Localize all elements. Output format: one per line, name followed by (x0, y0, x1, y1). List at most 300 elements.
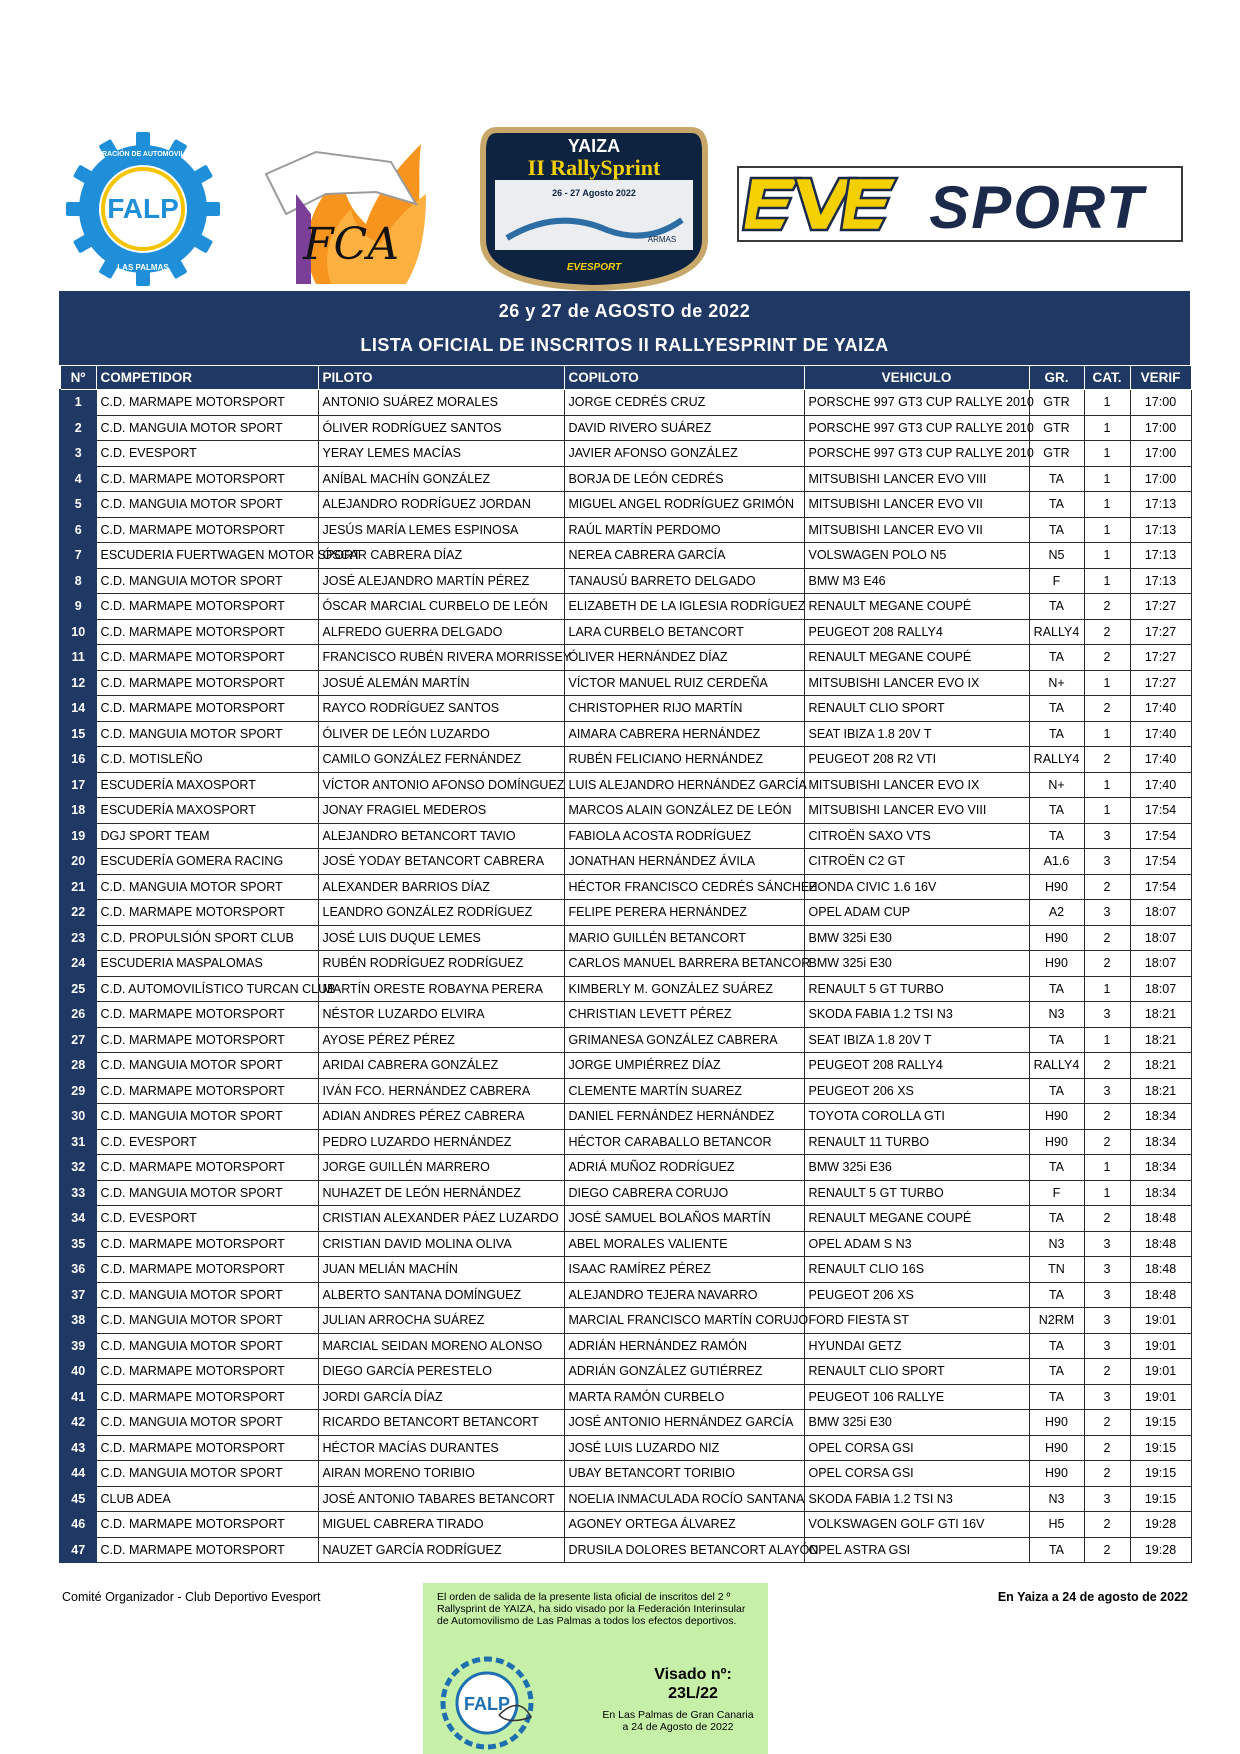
vehicle: BMW 325i E30 (804, 951, 1029, 977)
competitor: C.D. MANGUIA MOTOR SPORT (96, 1461, 318, 1487)
category: 3 (1084, 1333, 1130, 1359)
group: TA (1029, 1027, 1084, 1053)
table-row (60, 1231, 1191, 1257)
group: N2RM (1029, 1308, 1084, 1334)
co-driver: JOSÉ LUIS LUZARDO NIZ (564, 1435, 804, 1461)
entry-number: 2 (60, 415, 96, 441)
entry-number: 24 (60, 951, 96, 977)
group: N5 (1029, 543, 1084, 569)
driver: IVÁN FCO. HERNÁNDEZ CABRERA (318, 1078, 564, 1104)
verification-time: 18:48 (1130, 1257, 1191, 1283)
svg-text:FALP: FALP (463, 1694, 511, 1714)
category: 1 (1084, 721, 1130, 747)
table-row (60, 874, 1191, 900)
col-cat: CAT. (1084, 366, 1130, 390)
category: 2 (1084, 1461, 1130, 1487)
entry-number: 3 (60, 441, 96, 467)
co-driver: ÓLIVER HERNÁNDEZ DÍAZ (564, 645, 804, 671)
group: TA (1029, 1333, 1084, 1359)
category: 2 (1084, 1435, 1130, 1461)
verification-time: 19:01 (1130, 1359, 1191, 1385)
visa-date: a 24 de Agosto de 2022 (622, 1721, 734, 1733)
vehicle: RENAULT 5 GT TURBO (804, 1180, 1029, 1206)
driver: NÉSTOR LUZARDO ELVIRA (318, 1002, 564, 1028)
table-row (60, 1104, 1191, 1130)
category: 2 (1084, 925, 1130, 951)
table-row (60, 1129, 1191, 1155)
driver: CRISTIAN ALEXANDER PÁEZ LUZARDO (318, 1206, 564, 1232)
co-driver: RAÚL MARTÍN PERDOMO (564, 517, 804, 543)
col-competidor: COMPETIDOR (96, 366, 318, 390)
entry-number: 14 (60, 696, 96, 722)
category: 3 (1084, 823, 1130, 849)
verification-time: 19:01 (1130, 1308, 1191, 1334)
svg-text:FALP: FALP (107, 193, 179, 224)
entry-number: 37 (60, 1282, 96, 1308)
table-row (60, 1410, 1191, 1436)
table-row (60, 772, 1191, 798)
group: TA (1029, 517, 1084, 543)
group: TA (1029, 721, 1084, 747)
category: 3 (1084, 900, 1130, 926)
group: N+ (1029, 670, 1084, 696)
vehicle: PEUGEOT 206 XS (804, 1078, 1029, 1104)
verification-time: 18:07 (1130, 976, 1191, 1002)
entry-number: 17 (60, 772, 96, 798)
group: N3 (1029, 1486, 1084, 1512)
category: 1 (1084, 670, 1130, 696)
competitor: DGJ SPORT TEAM (96, 823, 318, 849)
col-gr: GR. (1029, 366, 1084, 390)
entry-number: 22 (60, 900, 96, 926)
co-driver: DRUSILA DOLORES BETANCORT ALAYÓN (564, 1537, 804, 1563)
entry-number: 5 (60, 492, 96, 518)
entry-number: 30 (60, 1104, 96, 1130)
entry-number: 23 (60, 925, 96, 951)
vehicle: CITROËN C2 GT (804, 849, 1029, 875)
co-driver: MARCOS ALAIN GONZÁLEZ DE LEÓN (564, 798, 804, 824)
group: TA (1029, 594, 1084, 620)
vehicle: RENAULT MEGANE COUPÉ (804, 1206, 1029, 1232)
verification-time: 18:21 (1130, 1078, 1191, 1104)
group: TA (1029, 1206, 1084, 1232)
verification-time: 19:15 (1130, 1410, 1191, 1436)
category: 1 (1084, 441, 1130, 467)
group: N3 (1029, 1231, 1084, 1257)
group: TA (1029, 823, 1084, 849)
category: 1 (1084, 976, 1130, 1002)
vehicle: RENAULT MEGANE COUPÉ (804, 645, 1029, 671)
place-date: En Yaiza a 24 de agosto de 2022 (997, 1590, 1188, 1604)
verification-time: 18:07 (1130, 900, 1191, 926)
verification-time: 17:13 (1130, 568, 1191, 594)
vehicle: PORSCHE 997 GT3 CUP RALLYE 2010 (804, 441, 1029, 467)
driver: MARCIAL SEIDAN MORENO ALONSO (318, 1333, 564, 1359)
competitor: C.D. MANGUIA MOTOR SPORT (96, 1333, 318, 1359)
verification-time: 17:40 (1130, 696, 1191, 722)
co-driver: ABEL MORALES VALIENTE (564, 1231, 804, 1257)
group: TA (1029, 696, 1084, 722)
driver: JONAY FRAGIEL MEDEROS (318, 798, 564, 824)
group: GTR (1029, 390, 1084, 416)
competitor: C.D. MARMAPE MOTORSPORT (96, 1384, 318, 1410)
competitor: ESCUDERÍA MAXOSPORT (96, 798, 318, 824)
table-body (60, 390, 1191, 1563)
co-driver: ADRIÁN GONZÁLEZ GUTIÉRREZ (564, 1359, 804, 1385)
competitor: C.D. MANGUIA MOTOR SPORT (96, 1053, 318, 1079)
verification-time: 18:34 (1130, 1180, 1191, 1206)
co-driver: VÍCTOR MANUEL RUIZ CERDEÑA (564, 670, 804, 696)
entry-number: 43 (60, 1435, 96, 1461)
category: 2 (1084, 594, 1130, 620)
entry-number: 7 (60, 543, 96, 569)
col-no: Nº (60, 366, 96, 390)
group: H5 (1029, 1512, 1084, 1538)
verification-time: 18:07 (1130, 951, 1191, 977)
vehicle: BMW 325i E30 (804, 1410, 1029, 1436)
verification-time: 17:27 (1130, 619, 1191, 645)
co-driver: JORGE UMPIÉRREZ DÍAZ (564, 1053, 804, 1079)
verification-time: 17:54 (1130, 874, 1191, 900)
table-row (60, 1206, 1191, 1232)
visa-text: El orden de salida de la presente lista oficial de inscritos del 2 º Rallysprint de YAIZA, ha sido visado por la Federación Interinsular de Automovilismo de Las Palmas a todos los efectos deportivos. (437, 1591, 746, 1627)
competitor: C.D. MARMAPE MOTORSPORT (96, 619, 318, 645)
verification-time: 18:07 (1130, 925, 1191, 951)
group: A1.6 (1029, 849, 1084, 875)
competitor: C.D. EVESPORT (96, 1206, 318, 1232)
falp-seal (439, 1655, 535, 1751)
vehicle: RENAULT MEGANE COUPÉ (804, 594, 1029, 620)
driver: JUAN MELIÁN MACHÍN (318, 1257, 564, 1283)
driver: YERAY LEMES MACÍAS (318, 441, 564, 467)
entry-number: 42 (60, 1410, 96, 1436)
entry-number: 39 (60, 1333, 96, 1359)
co-driver: KIMBERLY M. GONZÁLEZ SUÁREZ (564, 976, 804, 1002)
driver: VÍCTOR ANTONIO AFONSO DOMÍNGUEZ (318, 772, 564, 798)
competitor: C.D. MARMAPE MOTORSPORT (96, 466, 318, 492)
co-driver: JONATHAN HERNÁNDEZ ÁVILA (564, 849, 804, 875)
group: RALLY4 (1029, 619, 1084, 645)
category: 2 (1084, 874, 1130, 900)
driver: JULIAN ARROCHA SUÁREZ (318, 1308, 564, 1334)
driver: AIRAN MORENO TORIBIO (318, 1461, 564, 1487)
driver: FRANCISCO RUBÉN RIVERA MORRISSEY (318, 645, 564, 671)
co-driver: FABIOLA ACOSTA RODRÍGUEZ (564, 823, 804, 849)
vehicle: PEUGEOT 208 RALLY4 (804, 1053, 1029, 1079)
vehicle: HYUNDAI GETZ (804, 1333, 1029, 1359)
competitor: C.D. MANGUIA MOTOR SPORT (96, 415, 318, 441)
category: 3 (1084, 1486, 1130, 1512)
verification-time: 17:00 (1130, 390, 1191, 416)
table-row (60, 849, 1191, 875)
verification-time: 17:40 (1130, 772, 1191, 798)
category: 2 (1084, 619, 1130, 645)
category: 2 (1084, 1053, 1130, 1079)
co-driver: ADRIÁN HERNÁNDEZ RAMÓN (564, 1333, 804, 1359)
col-copiloto: COPILOTO (564, 366, 804, 390)
competitor: C.D. MARMAPE MOTORSPORT (96, 1155, 318, 1181)
entry-number: 27 (60, 1027, 96, 1053)
group: TA (1029, 492, 1084, 518)
vehicle: BMW M3 E46 (804, 568, 1029, 594)
svg-text:YAIZA: YAIZA (567, 136, 621, 156)
vehicle: HONDA CIVIC 1.6 16V (804, 874, 1029, 900)
vehicle: RENAULT CLIO SPORT (804, 696, 1029, 722)
entry-number: 35 (60, 1231, 96, 1257)
driver: JORGE GUILLÉN MARRERO (318, 1155, 564, 1181)
competitor: C.D. MANGUIA MOTOR SPORT (96, 1410, 318, 1436)
co-driver: RUBÉN FELICIANO HERNÁNDEZ (564, 747, 804, 773)
vehicle: OPEL CORSA GSI (804, 1461, 1029, 1487)
verification-time: 18:34 (1130, 1104, 1191, 1130)
group: TA (1029, 1155, 1084, 1181)
co-driver: LUIS ALEJANDRO HERNÁNDEZ GARCÍA (564, 772, 804, 798)
entry-number: 21 (60, 874, 96, 900)
driver: ADIAN ANDRES PÉREZ CABRERA (318, 1104, 564, 1130)
group: F (1029, 568, 1084, 594)
vehicle: PEUGEOT 106 RALLYE (804, 1384, 1029, 1410)
driver: MARTÍN ORESTE ROBAYNA PERERA (318, 976, 564, 1002)
driver: JOSUÉ ALEMÁN MARTÍN (318, 670, 564, 696)
driver: ALEXANDER BARRIOS DÍAZ (318, 874, 564, 900)
entry-number: 47 (60, 1537, 96, 1563)
visa-place-block (593, 1709, 763, 1733)
driver: ÓSCAR CABRERA DÍAZ (318, 543, 564, 569)
competitor: C.D. MARMAPE MOTORSPORT (96, 900, 318, 926)
driver: NUHAZET DE LEÓN HERNÁNDEZ (318, 1180, 564, 1206)
table-row (60, 466, 1191, 492)
competitor: C.D. MANGUIA MOTOR SPORT (96, 1282, 318, 1308)
table-row (60, 594, 1191, 620)
co-driver: JAVIER AFONSO GONZÁLEZ (564, 441, 804, 467)
competitor: C.D. MANGUIA MOTOR SPORT (96, 1104, 318, 1130)
table-row (60, 976, 1191, 1002)
group: H90 (1029, 1410, 1084, 1436)
category: 3 (1084, 1257, 1130, 1283)
verification-time: 19:28 (1130, 1537, 1191, 1563)
co-driver: DAVID RIVERO SUÁREZ (564, 415, 804, 441)
category: 2 (1084, 951, 1130, 977)
category: 1 (1084, 1155, 1130, 1181)
table-row (60, 951, 1191, 977)
verification-time: 17:54 (1130, 823, 1191, 849)
verification-time: 19:28 (1130, 1512, 1191, 1538)
category: 1 (1084, 543, 1130, 569)
driver: ALEJANDRO BETANCORT TAVIO (318, 823, 564, 849)
verification-time: 17:27 (1130, 645, 1191, 671)
svg-text:SPORT: SPORT (929, 174, 1145, 241)
category: 1 (1084, 1180, 1130, 1206)
competitor: ESCUDERÍA MAXOSPORT (96, 772, 318, 798)
co-driver: MARTA RAMÓN CURBELO (564, 1384, 804, 1410)
vehicle: OPEL ASTRA GSI (804, 1537, 1029, 1563)
table-row (60, 568, 1191, 594)
verification-time: 19:15 (1130, 1461, 1191, 1487)
group: H90 (1029, 925, 1084, 951)
vehicle: MITSUBISHI LANCER EVO IX (804, 670, 1029, 696)
co-driver: ADRIÁ MUÑOZ RODRÍGUEZ (564, 1155, 804, 1181)
entry-number: 18 (60, 798, 96, 824)
svg-text:FEDERACIÓN DE AUTOMOVILISMO: FEDERACIÓN DE AUTOMOVILISMO (83, 151, 203, 158)
event-date: 26 y 27 de AGOSTO de 2022 (498, 301, 751, 321)
competitor: C.D. MOTISLEÑO (96, 747, 318, 773)
driver: ALFREDO GUERRA DELGADO (318, 619, 564, 645)
competitor: C.D. MANGUIA MOTOR SPORT (96, 1308, 318, 1334)
table-row (60, 1384, 1191, 1410)
competitor: C.D. MANGUIA MOTOR SPORT (96, 1180, 318, 1206)
competitor: C.D. MARMAPE MOTORSPORT (96, 1512, 318, 1538)
verification-time: 17:13 (1130, 517, 1191, 543)
co-driver: TANAUSÚ BARRETO DELGADO (564, 568, 804, 594)
driver: HÉCTOR MACÍAS DURANTES (318, 1435, 564, 1461)
driver: JOSÉ ANTONIO TABARES BETANCORT (318, 1486, 564, 1512)
competitor: C.D. MANGUIA MOTOR SPORT (96, 492, 318, 518)
svg-text:LAS PALMAS: LAS PALMAS (117, 263, 169, 272)
co-driver: NEREA CABRERA GARCÍA (564, 543, 804, 569)
driver: JOSÉ ALEJANDRO MARTÍN PÉREZ (318, 568, 564, 594)
category: 1 (1084, 517, 1130, 543)
entry-number: 31 (60, 1129, 96, 1155)
verification-time: 18:21 (1130, 1053, 1191, 1079)
vehicle: RENAULT CLIO 16S (804, 1257, 1029, 1283)
group: N3 (1029, 1002, 1084, 1028)
category: 1 (1084, 798, 1130, 824)
competitor: C.D. MARMAPE MOTORSPORT (96, 645, 318, 671)
table-row (60, 1002, 1191, 1028)
entry-number: 8 (60, 568, 96, 594)
entry-number: 26 (60, 1002, 96, 1028)
competitor: ESCUDERÍA GOMERA RACING (96, 849, 318, 875)
competitor: C.D. MARMAPE MOTORSPORT (96, 1231, 318, 1257)
driver: JORDI GARCÍA DÍAZ (318, 1384, 564, 1410)
verification-time: 17:00 (1130, 466, 1191, 492)
driver: JESÚS MARÍA LEMES ESPINOSA (318, 517, 564, 543)
category: 2 (1084, 645, 1130, 671)
co-driver: GRIMANESA GONZÁLEZ CABRERA (564, 1027, 804, 1053)
verification-time: 17:54 (1130, 798, 1191, 824)
competitor: C.D. MARMAPE MOTORSPORT (96, 1359, 318, 1385)
co-driver: JORGE CEDRÉS CRUZ (564, 390, 804, 416)
col-piloto: PILOTO (318, 366, 564, 390)
table-row (60, 1537, 1191, 1563)
entry-number: 19 (60, 823, 96, 849)
table-row (60, 670, 1191, 696)
co-driver: AIMARA CABRERA HERNÁNDEZ (564, 721, 804, 747)
entry-number: 6 (60, 517, 96, 543)
driver: AYOSE PÉREZ PÉREZ (318, 1027, 564, 1053)
verification-time: 19:15 (1130, 1486, 1191, 1512)
vehicle: VOLSWAGEN POLO N5 (804, 543, 1029, 569)
driver: CAMILO GONZÁLEZ FERNÁNDEZ (318, 747, 564, 773)
verification-time: 19:15 (1130, 1435, 1191, 1461)
verification-time: 17:40 (1130, 721, 1191, 747)
vehicle: TOYOTA COROLLA GTI (804, 1104, 1029, 1130)
entry-number: 9 (60, 594, 96, 620)
competitor: C.D. AUTOMOVILÍSTICO TURCAN CLUB (96, 976, 318, 1002)
visa-place: En Las Palmas de Gran Canaria (602, 1709, 754, 1721)
group: TA (1029, 1359, 1084, 1385)
table-row (60, 441, 1191, 467)
competitor: C.D. MARMAPE MOTORSPORT (96, 1078, 318, 1104)
entry-number: 12 (60, 670, 96, 696)
visa-stamp (423, 1583, 768, 1754)
table-row (60, 747, 1191, 773)
co-driver: CHRISTIAN LEVETT PÉREZ (564, 1002, 804, 1028)
group: A2 (1029, 900, 1084, 926)
verification-time: 17:00 (1130, 441, 1191, 467)
table-row (60, 1486, 1191, 1512)
group: H90 (1029, 1104, 1084, 1130)
verification-time: 17:00 (1130, 415, 1191, 441)
entry-number: 1 (60, 390, 96, 416)
visa-label-block (643, 1665, 743, 1703)
header-banner (59, 291, 1190, 365)
vehicle: MITSUBISHI LANCER EVO VIII (804, 466, 1029, 492)
driver: ANÍBAL MACHÍN GONZÁLEZ (318, 466, 564, 492)
table-row (60, 1027, 1191, 1053)
category: 3 (1084, 1231, 1130, 1257)
category: 2 (1084, 1512, 1130, 1538)
co-driver: ALEJANDRO TEJERA NAVARRO (564, 1282, 804, 1308)
category: 1 (1084, 1027, 1130, 1053)
competitor: C.D. MARMAPE MOTORSPORT (96, 1435, 318, 1461)
category: 1 (1084, 466, 1130, 492)
co-driver: CARLOS MANUEL BARRERA BETANCOR (564, 951, 804, 977)
competitor: C.D. MARMAPE MOTORSPORT (96, 1537, 318, 1563)
table-row (60, 1078, 1191, 1104)
table-row (60, 645, 1191, 671)
driver: NAUZET GARCÍA RODRÍGUEZ (318, 1537, 564, 1563)
verification-time: 18:48 (1130, 1231, 1191, 1257)
category: 2 (1084, 1537, 1130, 1563)
driver: ARIDAI CABRERA GONZÁLEZ (318, 1053, 564, 1079)
competitor: ESCUDERIA MASPALOMAS (96, 951, 318, 977)
table-row (60, 823, 1191, 849)
driver: LEANDRO GONZÁLEZ RODRÍGUEZ (318, 900, 564, 926)
group: TN (1029, 1257, 1084, 1283)
entry-number: 11 (60, 645, 96, 671)
table-row (60, 925, 1191, 951)
verification-time: 18:34 (1130, 1129, 1191, 1155)
svg-text:EVESPORT: EVESPORT (566, 262, 622, 273)
driver: JOSÉ YODAY BETANCORT CABRERA (318, 849, 564, 875)
group: GTR (1029, 415, 1084, 441)
verification-time: 18:21 (1130, 1027, 1191, 1053)
entry-number: 28 (60, 1053, 96, 1079)
driver: ANTONIO SUÁREZ MORALES (318, 390, 564, 416)
table-row (60, 492, 1191, 518)
competitor: C.D. MARMAPE MOTORSPORT (96, 390, 318, 416)
co-driver: MARIO GUILLÉN BETANCORT (564, 925, 804, 951)
organizer-note: Comité Organizador - Club Deportivo Evesport (62, 1590, 321, 1604)
vehicle: BMW 325i E36 (804, 1155, 1029, 1181)
category: 3 (1084, 1384, 1130, 1410)
competitor: C.D. MARMAPE MOTORSPORT (96, 1257, 318, 1283)
col-vehiculo: VEHICULO (804, 366, 1029, 390)
verification-time: 18:48 (1130, 1206, 1191, 1232)
competitor: C.D. MANGUIA MOTOR SPORT (96, 721, 318, 747)
category: 2 (1084, 1129, 1130, 1155)
table-row (60, 1461, 1191, 1487)
group: TA (1029, 466, 1084, 492)
vehicle: FORD FIESTA ST (804, 1308, 1029, 1334)
entry-number: 20 (60, 849, 96, 875)
falp-logo (66, 132, 220, 286)
category: 1 (1084, 772, 1130, 798)
driver: PEDRO LUZARDO HERNÁNDEZ (318, 1129, 564, 1155)
co-driver: HÉCTOR CARABALLO BETANCOR (564, 1129, 804, 1155)
category: 2 (1084, 1104, 1130, 1130)
